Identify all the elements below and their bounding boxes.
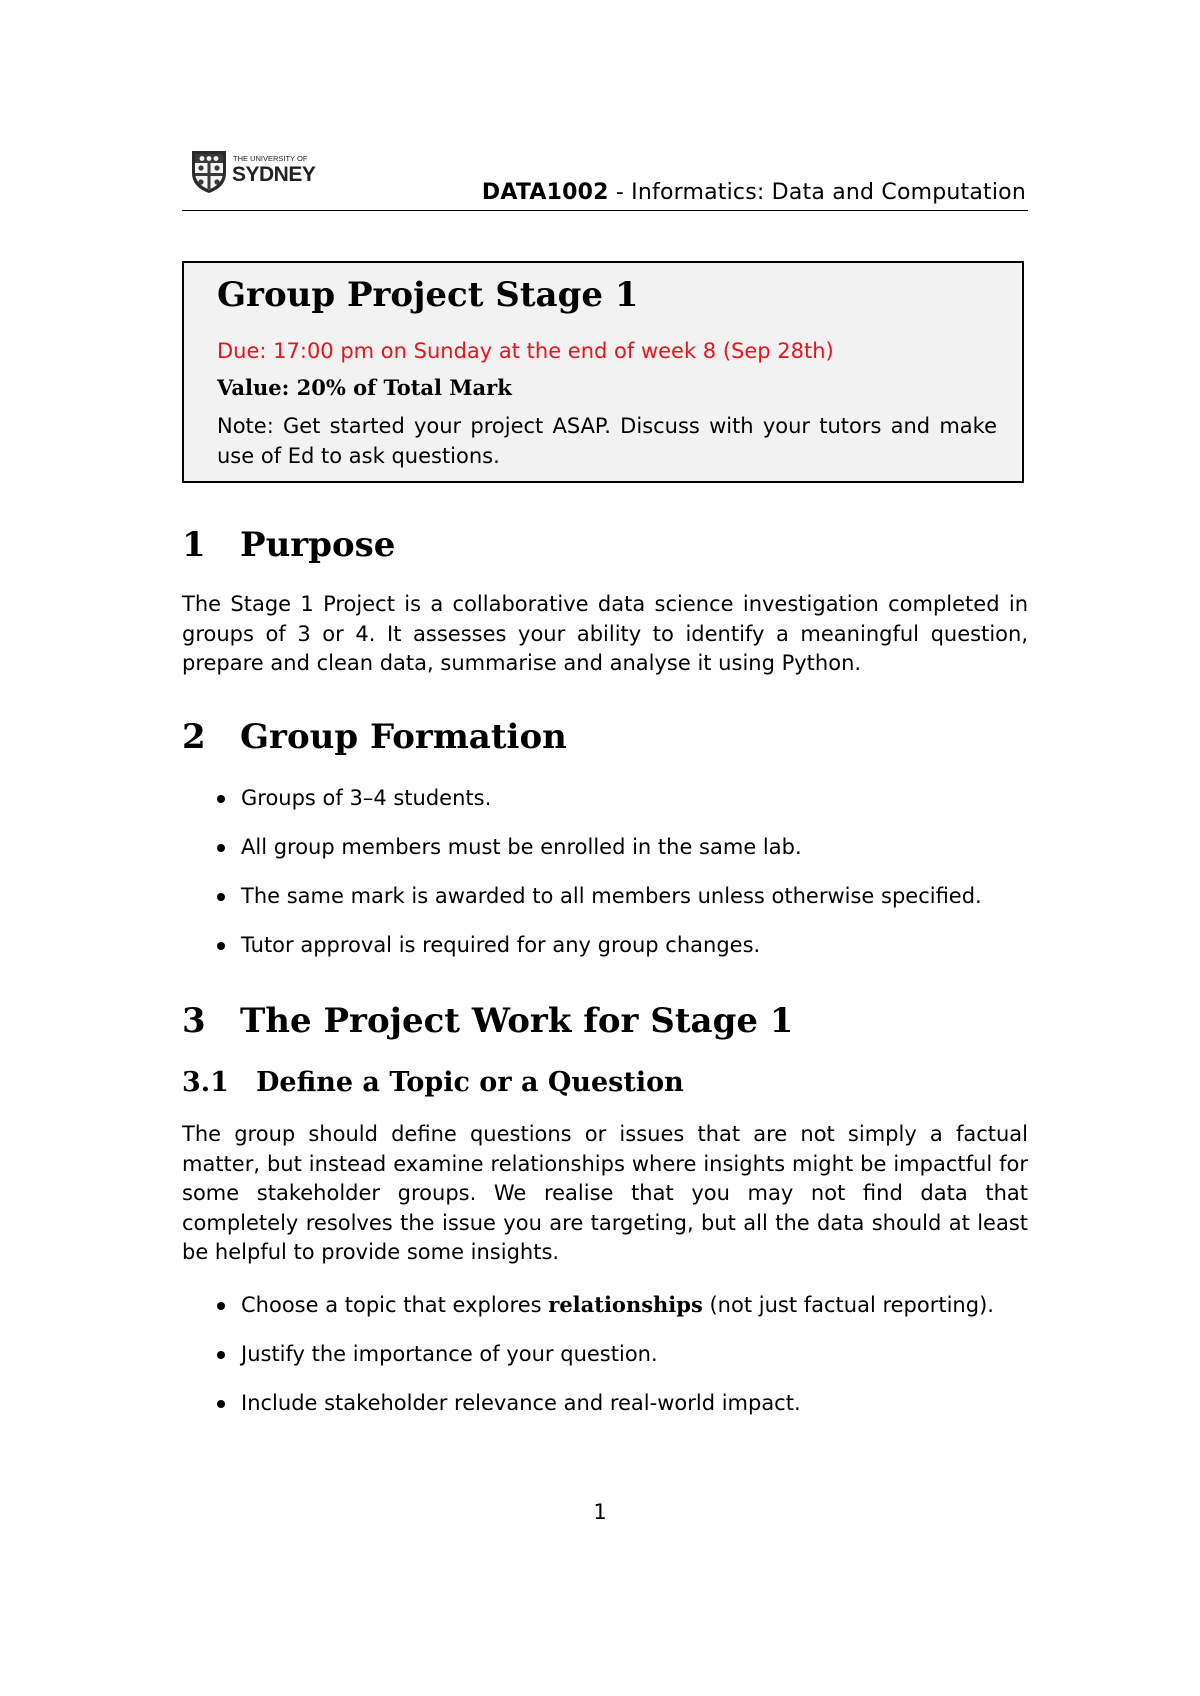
bullet-icon [217,844,225,852]
course-code: DATA1002 [481,180,609,205]
university-crest-icon [190,147,320,195]
list-item: All group members must be enrolled in the same lab. [182,832,1028,881]
purpose-paragraph: The Stage 1 Project is a collaborative data science investigation completed in groups of 3 or 4. It assesses your ability to identify a meaningful question, prepare and clean data, summarise and analyse it using Python. [182,592,1028,675]
list-item: Groups of 3–4 students. [182,783,1028,832]
section-heading-purpose [182,525,395,565]
logo-line1: THE UNIVERSITY OF [233,154,308,163]
section-number: 3 [182,1001,206,1041]
bullet-icon [217,893,225,901]
subsection-heading-define-topic [182,1067,684,1098]
section-title: The Project Work for Stage 1 [240,1001,794,1041]
bullet-icon [217,795,225,803]
section-number: 2 [182,717,206,757]
section-title: Purpose [240,525,396,565]
value-label: Value: 20% of Total Mark [217,375,512,400]
bullet-icon [217,1400,225,1408]
section-heading-project-work [182,1001,793,1041]
assignment-info-box [182,261,1024,483]
group-formation-list [182,783,1028,979]
course-title [482,180,1026,205]
list-item: Justify the importance of your question. [182,1339,1028,1388]
subsection-number: 3.1 [182,1067,229,1098]
bullet-icon [217,942,225,950]
course-name: - Informatics: Data and Computation [608,180,1026,205]
header-divider [182,210,1028,211]
assignment-value [217,375,512,400]
logo-line2: SYDNEY [232,163,316,186]
section-number: 1 [182,525,206,565]
section-title: Group Formation [240,717,567,757]
page-number: 1 [593,1500,607,1524]
list-item: Choose a topic that explores relationships (not just factual reporting). [182,1290,1028,1339]
bullet-icon [217,1302,225,1310]
assignment-title: Group Project Stage 1 [217,275,639,315]
define-topic-paragraph: The group should define questions or issues that are not simply a factual matter, but instead examine relationships where insights might be impactful for some stakeholder groups. We realise that you may not find data that completely resolves the issue you are targeting, but all the data should at least be helpful to provide some insights. [182,1122,1028,1264]
section-heading-group-formation [182,717,567,757]
list-item: Include stakeholder relevance and real-world impact. [182,1388,1028,1437]
subsection-title: Define a Topic or a Question [256,1067,684,1098]
define-topic-list [182,1290,1028,1437]
list-item: The same mark is awarded to all members unless otherwise specified. [182,881,1028,930]
bullet-icon [217,1351,225,1359]
due-date: Due: 17:00 pm on Sunday at the end of week 8 (Sep 28th) [217,339,834,363]
emphasis-text: relationships [548,1292,703,1317]
list-item: Tutor approval is required for any group changes. [182,930,1028,979]
university-logo [190,147,320,195]
assignment-note: Note: Get started your project ASAP. Discuss with your tutors and make use of Ed to ask questions. [217,414,997,468]
